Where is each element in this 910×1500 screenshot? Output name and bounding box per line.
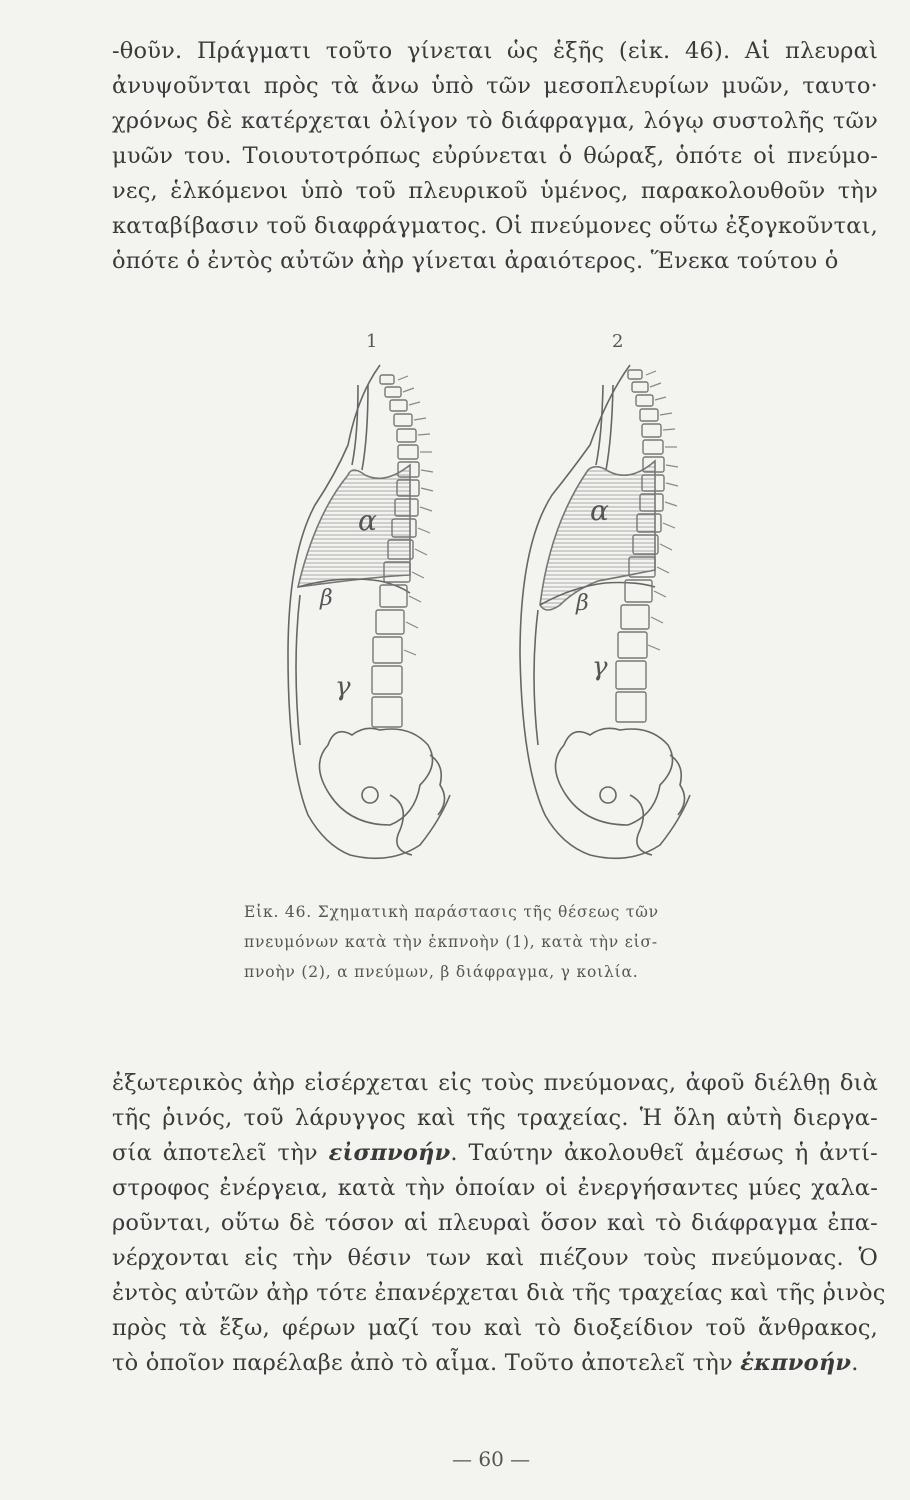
text-line: νες, ἑλκόμενοι ὑπὸ τοῦ πλευρικοῦ ὑμένος, παρακολουθοῦν τὴν xyxy=(112,178,878,204)
label-beta-diaphragm-1: β xyxy=(320,586,333,611)
figure-label-1: 1 xyxy=(366,331,378,352)
caption-line: πνευμόνων κατὰ τὴν ἐκπνοὴν (1), κατὰ τὴν εἰσ- xyxy=(244,933,658,951)
text-segment: . xyxy=(851,1350,859,1376)
text-line: πρὸς τὰ ἔξω, φέρων μαζί του καὶ τὸ διοξείδιον τοῦ ἄνθρακος, xyxy=(112,1315,878,1341)
text-line: χρόνως δὲ κατέρχεται ὀλίγον τὸ διάφραγμα, λόγῳ συστολῆς τῶν xyxy=(112,108,878,134)
label-alpha-lung-1: α xyxy=(358,504,377,537)
text-line: ἐντὸς αὐτῶν ἀὴρ τότε ἐπανέρχεται διὰ τῆς τραχείας καὶ τῆς ῥινὸς xyxy=(112,1280,886,1306)
text-line: στροφος ἐνέργεια, κατὰ τὴν ὁποίαν οἱ ἐνεργήσαντες μύες χαλα- xyxy=(112,1175,878,1201)
emphasized-term-exhalation: ἐκπνοήν xyxy=(740,1350,852,1376)
text-line: ἀνυψοῦνται πρὸς τὰ ἄνω ὑπὸ τῶν μεσοπλευρίων μυῶν, ταυτο· xyxy=(112,73,878,99)
text-line xyxy=(112,1136,878,1171)
emphasized-term-inhalation: εἰσπνοήν xyxy=(328,1140,451,1166)
label-gamma-abdomen-2: γ xyxy=(592,652,608,682)
text-line: τῆς ῥινός, τοῦ λάρυγγος καὶ τῆς τραχείας. Ἡ ὅλη αὐτὴ διεργα- xyxy=(112,1105,878,1131)
text-segment: σία ἀποτελεῖ τὴν xyxy=(112,1140,329,1166)
text-line: καταβίβασιν τοῦ διαφράγματος. Οἱ πνεύμονες οὕτω ἐξογκοῦνται, xyxy=(112,213,878,239)
caption-line: πνοὴν (2), α πνεύμων, β διάφραγμα, γ κοιλία. xyxy=(244,963,639,981)
text-line: ὁπότε ὁ ἐντὸς αὐτῶν ἀὴρ γίνεται ἀραιότερος. Ἕνεκα τούτου ὁ xyxy=(112,248,839,274)
figure-46-lungs-diagram xyxy=(240,325,740,885)
text-line: ἐξωτερικὸς ἀὴρ εἰσέρχεται εἰς τοὺς πνεύμονας, ἀφοῦ διέλθῃ διὰ xyxy=(112,1070,878,1096)
text-line xyxy=(112,1346,878,1381)
torso-illustration xyxy=(240,325,740,885)
label-alpha-lung-2: α xyxy=(590,494,609,527)
text-line: -θοῦν. Πράγματι τοῦτο γίνεται ὡς ἑξῆς (εἰκ. 46). Αἱ πλευραὶ xyxy=(112,38,878,64)
figure-caption xyxy=(244,897,764,987)
text-line: ροῦνται, οὕτω δὲ τόσον αἱ πλευραὶ ὅσον καὶ τὸ διάφραγμα ἐπα- xyxy=(112,1210,878,1236)
text-line: νέρχονται εἰς τὴν θέσιν των καὶ πιέζουν τοὺς πνεύμονας. Ὁ xyxy=(112,1245,878,1271)
caption-line: Εἰκ. 46. Σχηματικὴ παράστασις τῆς θέσεως τῶν xyxy=(244,903,659,921)
label-beta-diaphragm-2: β xyxy=(576,591,589,616)
figure-exhale xyxy=(288,365,450,858)
paragraph-bottom xyxy=(112,1066,886,1381)
text-segment: τὸ ὁποῖον παρέλαβε ἀπὸ τὸ αἷμα. Τοῦτο ἀποτελεῖ τὴν xyxy=(112,1350,741,1376)
page-number: — 60 — xyxy=(452,1447,531,1471)
text-segment: . Ταύτην ἀκολουθεῖ ἀμέσως ἡ ἀντί- xyxy=(450,1140,878,1166)
figure-inhale xyxy=(520,365,690,858)
figure-label-2: 2 xyxy=(612,331,624,352)
text-line: μυῶν του. Τοιουτοτρόπως εὐρύνεται ὁ θώραξ, ὁπότε οἱ πνεύμο- xyxy=(112,143,878,169)
label-gamma-abdomen-1: γ xyxy=(335,672,351,702)
paragraph-top xyxy=(112,34,878,279)
